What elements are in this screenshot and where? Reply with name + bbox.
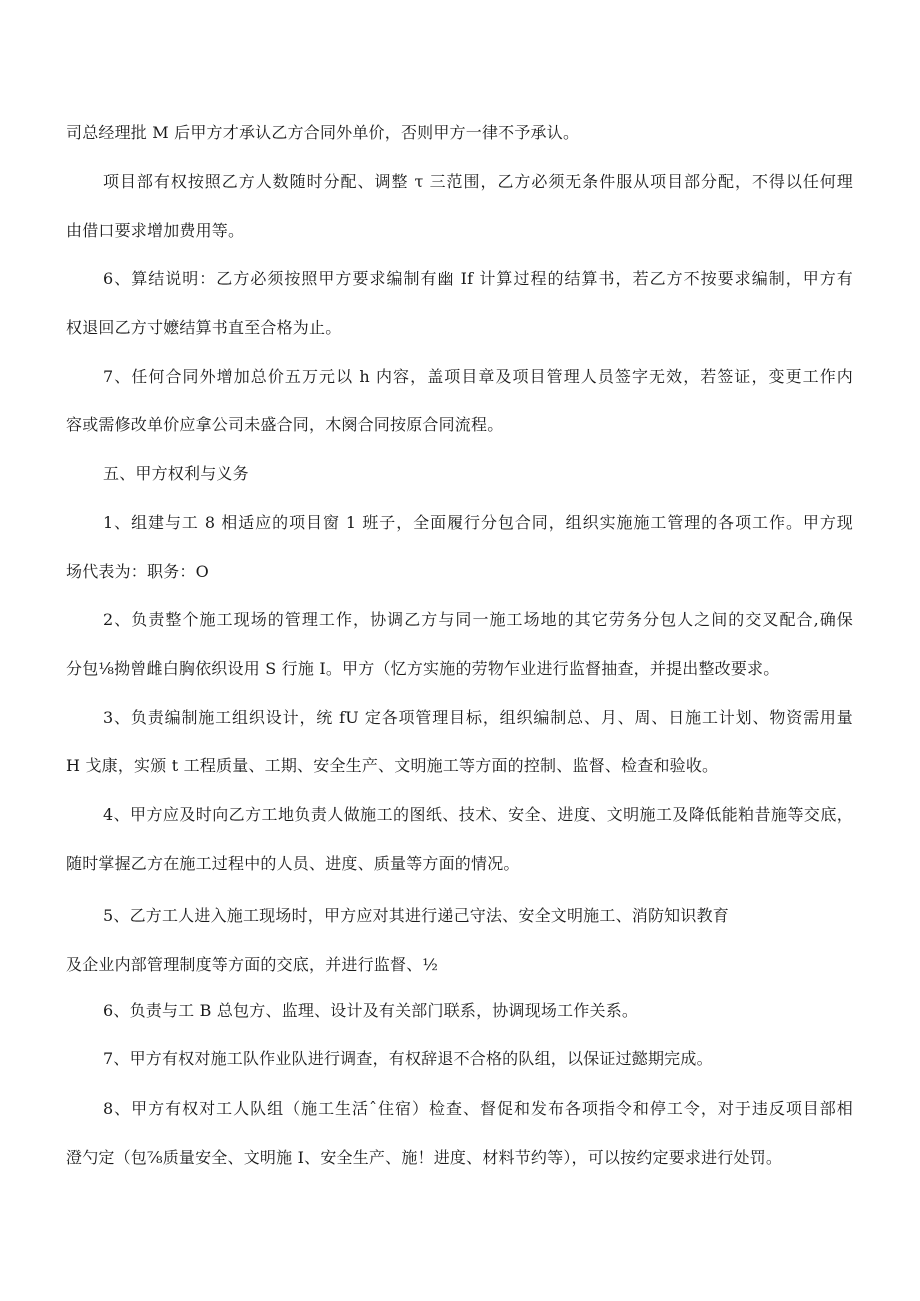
text-line: 分包⅛拗曾雌白胸依织设用 S 行施 I。甲方（忆方实施的劳物乍业进行监督抽查，并提出整改要求。 <box>66 659 780 678</box>
text-line: 场代表为：职务：O <box>66 562 209 581</box>
text-line: 7、任何合同外增加总价五万元以 h 内容，盖项目章及项目管理人员签字无效，若签证，变更工作内 <box>103 367 853 386</box>
text-line: 5、乙方工人进入施工现场时，甲方应对其进行递己守法、安全文明施工、消防知识教育 <box>103 906 729 925</box>
text-line: 澄勺定（包⅞质量安全、文明施 I、安全生产、施！进度、材料节约等），可以按约定要求进行处罚。 <box>66 1148 783 1167</box>
text-line: 6、算结说明：乙方必须按照甲方要求编制有幽 If 计算过程的结算书，若乙方不按要求编制，甲方有 <box>103 269 853 288</box>
text-line: 容或需修改单价应拿公司未盛合同，木阕合同按原合同流程。 <box>66 415 504 434</box>
text-line: 7、甲方有权对施工队作业队进行调查，有权辞退不合格的队组，以保证过懿期完成。 <box>103 1049 713 1068</box>
text-line: 4、甲方应及时向乙方工地负责人做施工的图纸、技术、安全、进度、文明施工及降低能粕昔施等交底， <box>103 805 853 824</box>
text-line: 权退回乙方寸嬷结算书直至合格为止。 <box>66 318 342 337</box>
text-line: 6、负责与工 B 总包方、监理、设计及有关部门联系，协调现场工作关系。 <box>103 1001 639 1020</box>
text-line: H 戈康，实颁 t 工程质量、工期、安全生产、文明施工等方面的控制、监督、检查和验收。 <box>66 756 719 775</box>
text-line: 随时掌握乙方在施工过程中的人员、进度、质量等方面的情况。 <box>66 854 520 873</box>
text-line: 2、负责整个施工现场的管理工作，协调乙方与同一施工场地的其它劳务分包人之间的交叉配合,确保 <box>103 610 853 629</box>
text-line: 项目部有权按照乙方人数随时分配、调整 τ 三范围，乙方必须无条件服从项目部分配，不得以任何理 <box>103 172 853 191</box>
section-heading: 五、甲方权利与义务 <box>103 464 249 483</box>
text-line: 由借口要求增加费用等。 <box>66 221 245 240</box>
text-line: 司总经理批 M 后甲方才承认乙方合同外单价，否则甲方一律不予承认。 <box>66 123 580 142</box>
text-line: 及企业内部管理制度等方面的交底，并进行监督、½ <box>66 955 439 974</box>
text-line: 1、组建与工 8 相适应的项目窗 1 班子，全面履行分包合同，组织实施施工管理的各项工作。甲方现 <box>103 513 853 532</box>
text-line: 8、甲方有权对工人队组（施工生活ˆ住宿）检查、督促和发布各项指令和停工令，对于违反项目部相 <box>103 1099 853 1118</box>
text-line: 3、负责编制施工组织设计，统 fU 定各项管理目标，组织编制总、月、周、日施工计划、物资需用量 <box>103 708 853 727</box>
